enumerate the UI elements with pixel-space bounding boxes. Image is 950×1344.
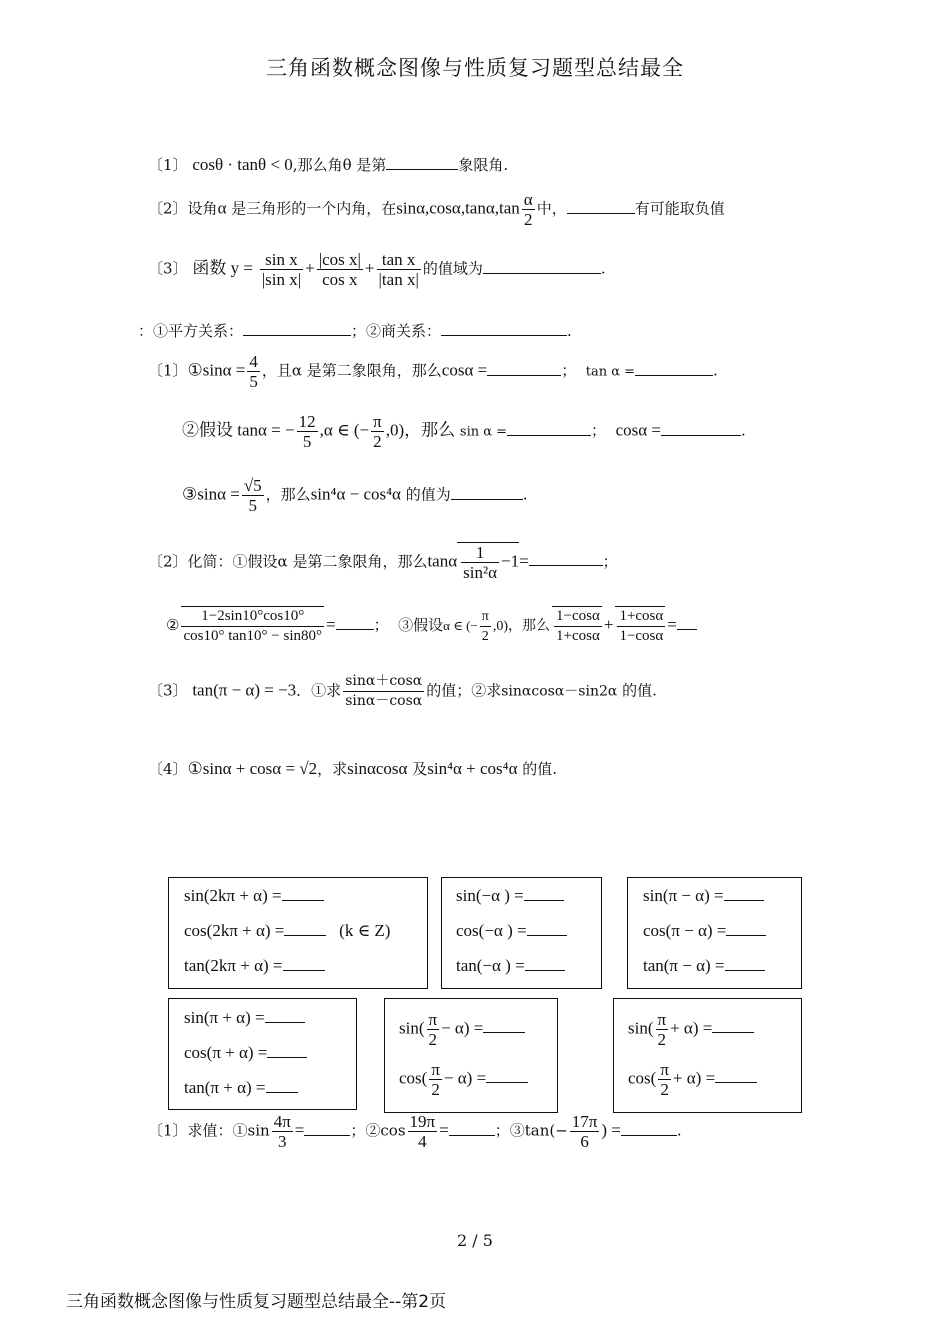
answer-blank[interactable] <box>283 956 325 971</box>
answer-blank[interactable] <box>266 1078 298 1093</box>
formula-text: + α) = <box>672 1068 716 1088</box>
question-text: 设角 <box>187 199 218 218</box>
answer-blank[interactable] <box>715 1068 757 1083</box>
fraction <box>343 672 424 711</box>
fraction <box>272 1112 293 1151</box>
formula-line <box>628 1060 757 1099</box>
question-label: 〔2〕 <box>148 199 188 218</box>
question-text: 〔1〕求值：①sin <box>148 1121 270 1140</box>
fraction-denominator: 4 <box>418 1132 427 1151</box>
fraction-denominator: sinα－cosα <box>345 693 423 709</box>
problem-2bc: ② $\frac{1-2\sin 10^\circ\cos 10^\circ}{\cos 10^\circ \tan 10^\circ - \sin 80^\circ}$ = ； ③假设α ∈ (− $\frac{\pi}{2}$ ,0)，那么 $\frac{1-\cos\alpha}{1+\cos\alpha}$ + $\frac{1+\cos\alpha}{1-\cos\alpha}$ = <box>166 606 697 646</box>
answer-blank[interactable] <box>525 956 565 971</box>
fraction <box>181 606 324 646</box>
fraction-numerator: sinα＋cosα <box>343 672 424 692</box>
formula-text: − α) = <box>441 1018 484 1038</box>
question-text: 的值；②求 <box>426 681 502 700</box>
fraction-numerator: sin x <box>260 250 303 270</box>
answer-blank[interactable] <box>304 1121 350 1136</box>
fraction-denominator: 5 <box>248 496 257 515</box>
question-label: 〔2〕 <box>148 552 188 571</box>
formula-text: sin(π + α) = <box>184 1008 265 1027</box>
question-label: 〔1〕 <box>148 156 188 174</box>
math-expression: −1 <box>500 551 520 571</box>
page-footer: 三角函数概念图像与性质复习题型总结最全--第2页 <box>66 1292 447 1312</box>
formula-text: cos(π − α) = <box>643 921 727 940</box>
formula-line <box>399 1060 528 1099</box>
answer-blank[interactable] <box>243 321 351 336</box>
question-text: ．①求 <box>296 681 342 700</box>
problem-1c <box>182 476 528 515</box>
problem-3 <box>148 672 657 711</box>
formula-line <box>399 1010 525 1049</box>
math-expression: sin⁴α − cos⁴α <box>310 484 401 504</box>
problem-1a <box>148 352 718 391</box>
fraction-denominator: sin²α <box>463 563 497 582</box>
fraction <box>260 250 303 289</box>
math-symbol: = <box>439 1120 449 1140</box>
formula-line <box>643 956 765 976</box>
math-expression: ①sinα = <box>187 360 246 380</box>
question-3: 〔3〕 函数 y = $\frac{\text{sin x}}{\text{|sin x|}}$ + $\frac{\text{|cos x|}}{\text{cos x}}$ + $\frac{\text{tan x}}{\text{|tan x|}}$ 的值域为 . <box>148 250 606 289</box>
fraction <box>247 352 260 391</box>
formula-line <box>184 921 390 941</box>
formula-text: cos( <box>628 1068 657 1088</box>
fraction-denominator: 1+cosα <box>556 628 600 644</box>
answer-blank[interactable] <box>567 199 635 214</box>
question-text: ；③tan(− <box>494 1121 568 1140</box>
fraction-numerator: α <box>523 190 533 209</box>
fraction-numerator: π <box>431 1060 440 1079</box>
question-text: 有可能取负值 <box>634 199 725 218</box>
question-text: ：①平方关系： <box>138 322 244 340</box>
math-expression: α ∈ (− <box>443 618 478 633</box>
fraction-numerator: 1−cosα <box>554 607 602 627</box>
evaluate-question <box>148 1112 682 1151</box>
fraction <box>656 1010 669 1049</box>
square-root <box>457 542 519 582</box>
answer-blank[interactable] <box>677 615 697 630</box>
fraction <box>377 250 421 289</box>
fraction-numerator: π <box>480 607 491 627</box>
question-label: 〔1〕 <box>148 361 188 380</box>
page-title: 三角函数概念图像与性质复习题型总结最全 <box>266 56 684 80</box>
question-text: ，那么 <box>265 485 311 504</box>
answer-blank[interactable] <box>483 1018 525 1033</box>
question-text: . <box>676 1121 682 1140</box>
fraction <box>408 1112 438 1151</box>
math-expression: cosα = <box>441 360 488 380</box>
math-symbol: = <box>294 1120 305 1140</box>
math-expression: ,0)，那么 <box>385 420 456 440</box>
question-text: ；②商关系： <box>351 322 442 340</box>
fraction-denominator: cos10° tan10° − sin80° <box>183 628 322 644</box>
question-label: 〔3〕 <box>148 681 188 700</box>
formula-line <box>456 886 564 906</box>
formula-line <box>184 1078 298 1098</box>
question-text: . <box>741 421 746 440</box>
question-text: ,那么角θ 是第 <box>292 156 387 174</box>
fraction-denominator: 2 <box>373 432 382 451</box>
question-text: . <box>567 322 572 340</box>
formula-text: + α) = <box>670 1018 713 1038</box>
math-expression: ) = <box>601 1120 621 1140</box>
answer-blank[interactable] <box>712 1018 754 1033</box>
math-expression: sin α = <box>459 424 508 440</box>
fraction-numerator: |cos x| <box>318 250 361 269</box>
formula-text: tan(π + α) = <box>184 1078 266 1097</box>
fraction <box>570 1112 600 1151</box>
formula-text: cos(π + α) = <box>184 1043 268 1062</box>
answer-blank[interactable] <box>336 615 374 630</box>
formula-text: tan(π − α) = <box>643 956 725 975</box>
question-text: . <box>713 361 718 380</box>
answer-blank[interactable] <box>635 361 713 376</box>
fraction-numerator: √5 <box>243 476 262 495</box>
fraction-numerator: 12 <box>298 412 316 431</box>
answer-blank[interactable] <box>529 551 603 566</box>
formula-text: sin(2kπ + α) = <box>184 886 282 905</box>
answer-blank[interactable] <box>386 155 458 170</box>
question-text: 中， <box>536 199 567 218</box>
formula-line <box>184 1043 307 1063</box>
fraction-numerator: π <box>657 1010 667 1029</box>
fraction <box>480 607 491 646</box>
fraction <box>522 190 535 229</box>
answer-blank[interactable] <box>486 1068 528 1083</box>
math-symbol: = <box>667 615 677 634</box>
fraction-numerator: 4π <box>273 1112 291 1131</box>
question-text: ，且α 是第二象限角，那么 <box>261 361 442 380</box>
question-text: 化简：①假设α 是第二象限角，那么 <box>187 552 428 571</box>
question-text: 的值. <box>522 760 558 778</box>
question-label: 〔4〕 <box>148 760 188 778</box>
formula-line <box>184 956 325 976</box>
math-expression: cosθ · tanθ < 0 <box>192 155 293 174</box>
math-expression: ③sinα = <box>182 484 240 504</box>
fraction <box>242 476 264 515</box>
math-expression: ②假设 tanα = − <box>182 420 295 440</box>
question-text: 的值域为 <box>422 259 483 278</box>
question-text: 的值. <box>622 681 657 700</box>
formula-line <box>184 1008 305 1028</box>
question-1 <box>148 154 508 175</box>
formula-text: sin( <box>399 1018 425 1038</box>
question-label: 〔3〕 <box>148 259 188 278</box>
fraction-denominator: |sin x| <box>261 270 302 289</box>
fraction <box>429 1060 442 1099</box>
fraction-numerator: π <box>428 1010 438 1029</box>
fraction-numerator: π <box>373 412 382 431</box>
question-text: 的值为 <box>405 485 451 504</box>
answer-blank[interactable] <box>284 921 326 936</box>
formula-line <box>184 886 324 906</box>
answer-blank[interactable] <box>524 886 564 901</box>
answer-blank[interactable] <box>451 485 523 500</box>
fraction-numerator: 4 <box>249 352 258 371</box>
formula-text: tan(−α ) = <box>456 956 525 975</box>
math-expression: tan α = <box>585 364 636 380</box>
math-expression: sinαcosα <box>347 759 408 778</box>
math-symbol: = <box>325 615 336 634</box>
fraction-denominator: 1−cosα <box>619 628 664 644</box>
formula-text: sin(−α ) = <box>456 886 524 905</box>
fraction-numerator: 19π <box>409 1112 436 1131</box>
answer-blank[interactable] <box>661 421 741 436</box>
question-text: ③假设 <box>398 616 444 634</box>
answer-blank[interactable] <box>267 1043 307 1058</box>
formula-line <box>643 921 766 941</box>
answer-blank[interactable] <box>282 886 324 901</box>
answer-blank[interactable] <box>483 259 601 274</box>
math-expression: ,α ∈ (− <box>319 420 370 440</box>
fraction-denominator: 2 <box>657 1030 667 1049</box>
answer-blank[interactable] <box>725 956 765 971</box>
fraction-denominator: |tan x| <box>378 270 419 289</box>
formula-note: (k ∈ Z) <box>339 921 391 940</box>
formula-text: cos(−α ) = <box>456 921 527 940</box>
fraction-denominator: 2 <box>481 628 489 644</box>
fraction <box>461 543 499 582</box>
answer-blank[interactable] <box>449 1121 495 1136</box>
fraction-denominator: 3 <box>278 1132 287 1151</box>
fraction <box>552 606 602 646</box>
math-expression: cosα = <box>615 420 662 440</box>
fraction-numerator: π <box>660 1060 669 1079</box>
math-expression: 函数 y = <box>192 258 253 278</box>
question-text: 是三角形的一个内角，在 <box>226 199 397 218</box>
fraction-denominator: 2 <box>660 1080 669 1099</box>
formula-text: sin(π − α) = <box>643 886 724 905</box>
relations-line <box>138 320 572 341</box>
formula-line <box>456 921 567 941</box>
question-text: . <box>522 485 528 504</box>
math-expression: tan(π − α) = −3 <box>192 680 297 700</box>
fraction <box>658 1060 671 1099</box>
fraction-denominator: cos x <box>322 270 358 289</box>
question-2 <box>148 190 725 229</box>
problem-2a <box>148 542 618 582</box>
fraction-denominator: 2 <box>523 210 533 229</box>
fraction <box>615 606 665 646</box>
question-text: ； <box>591 421 607 440</box>
answer-blank[interactable] <box>726 921 766 936</box>
math-expression: ,0)，那么 <box>492 619 551 634</box>
fraction-denominator: 5 <box>249 372 258 391</box>
fraction-numerator: tan x <box>377 250 421 270</box>
fraction-numerator: 1−2sin10°cos10° <box>181 606 324 627</box>
question-text: 象限角. <box>458 156 509 174</box>
formula-text: − α) = <box>443 1068 487 1088</box>
math-expression: ①sinα + cosα = √2 <box>187 759 318 778</box>
fraction-denominator: 2 <box>431 1080 440 1099</box>
math-expression: sinαcosα－sin2α <box>501 683 618 700</box>
answer-blank[interactable] <box>621 1121 677 1136</box>
fraction-numerator: 1 <box>461 543 499 563</box>
fraction <box>427 1010 440 1049</box>
question-text: ； <box>373 616 389 634</box>
formula-text: cos(2kπ + α) = <box>184 921 285 940</box>
formula-line <box>456 956 565 976</box>
fraction <box>297 412 318 451</box>
question-text: . <box>600 259 606 278</box>
math-expression: tanα <box>427 551 458 571</box>
fraction <box>317 250 363 289</box>
answer-blank[interactable] <box>487 361 561 376</box>
problem-4 <box>148 758 557 779</box>
formula-text: tan(2kπ + α) = <box>184 956 283 975</box>
question-text: 及 <box>412 760 428 778</box>
fraction-numerator: 17π <box>571 1112 598 1131</box>
fraction-denominator: 2 <box>428 1030 438 1049</box>
answer-blank[interactable] <box>265 1008 305 1023</box>
answer-blank[interactable] <box>527 921 567 936</box>
question-text: ，求 <box>317 760 348 778</box>
answer-blank[interactable] <box>724 886 764 901</box>
math-symbol: = <box>519 551 529 571</box>
fraction <box>371 412 384 451</box>
formula-line <box>643 886 764 906</box>
fraction-denominator: 5 <box>302 432 312 451</box>
formula-text: cos( <box>399 1068 428 1088</box>
math-symbol: α <box>217 198 227 218</box>
question-text: ； <box>561 361 577 380</box>
question-text: ；②cos <box>350 1121 406 1140</box>
page-number: 2 / 5 <box>457 1231 493 1250</box>
math-expression: sinα,cosα,tanα,tan <box>396 198 520 218</box>
fraction-numerator: 1+cosα <box>617 607 665 627</box>
formula-text: sin( <box>628 1018 654 1038</box>
answer-blank[interactable] <box>507 421 591 436</box>
problem-1b <box>182 412 746 451</box>
question-text: ； <box>602 552 618 571</box>
fraction-denominator: 6 <box>580 1132 589 1151</box>
math-expression: sin⁴α + cos⁴α <box>427 759 518 778</box>
formula-line <box>628 1010 754 1049</box>
answer-blank[interactable] <box>441 321 567 336</box>
